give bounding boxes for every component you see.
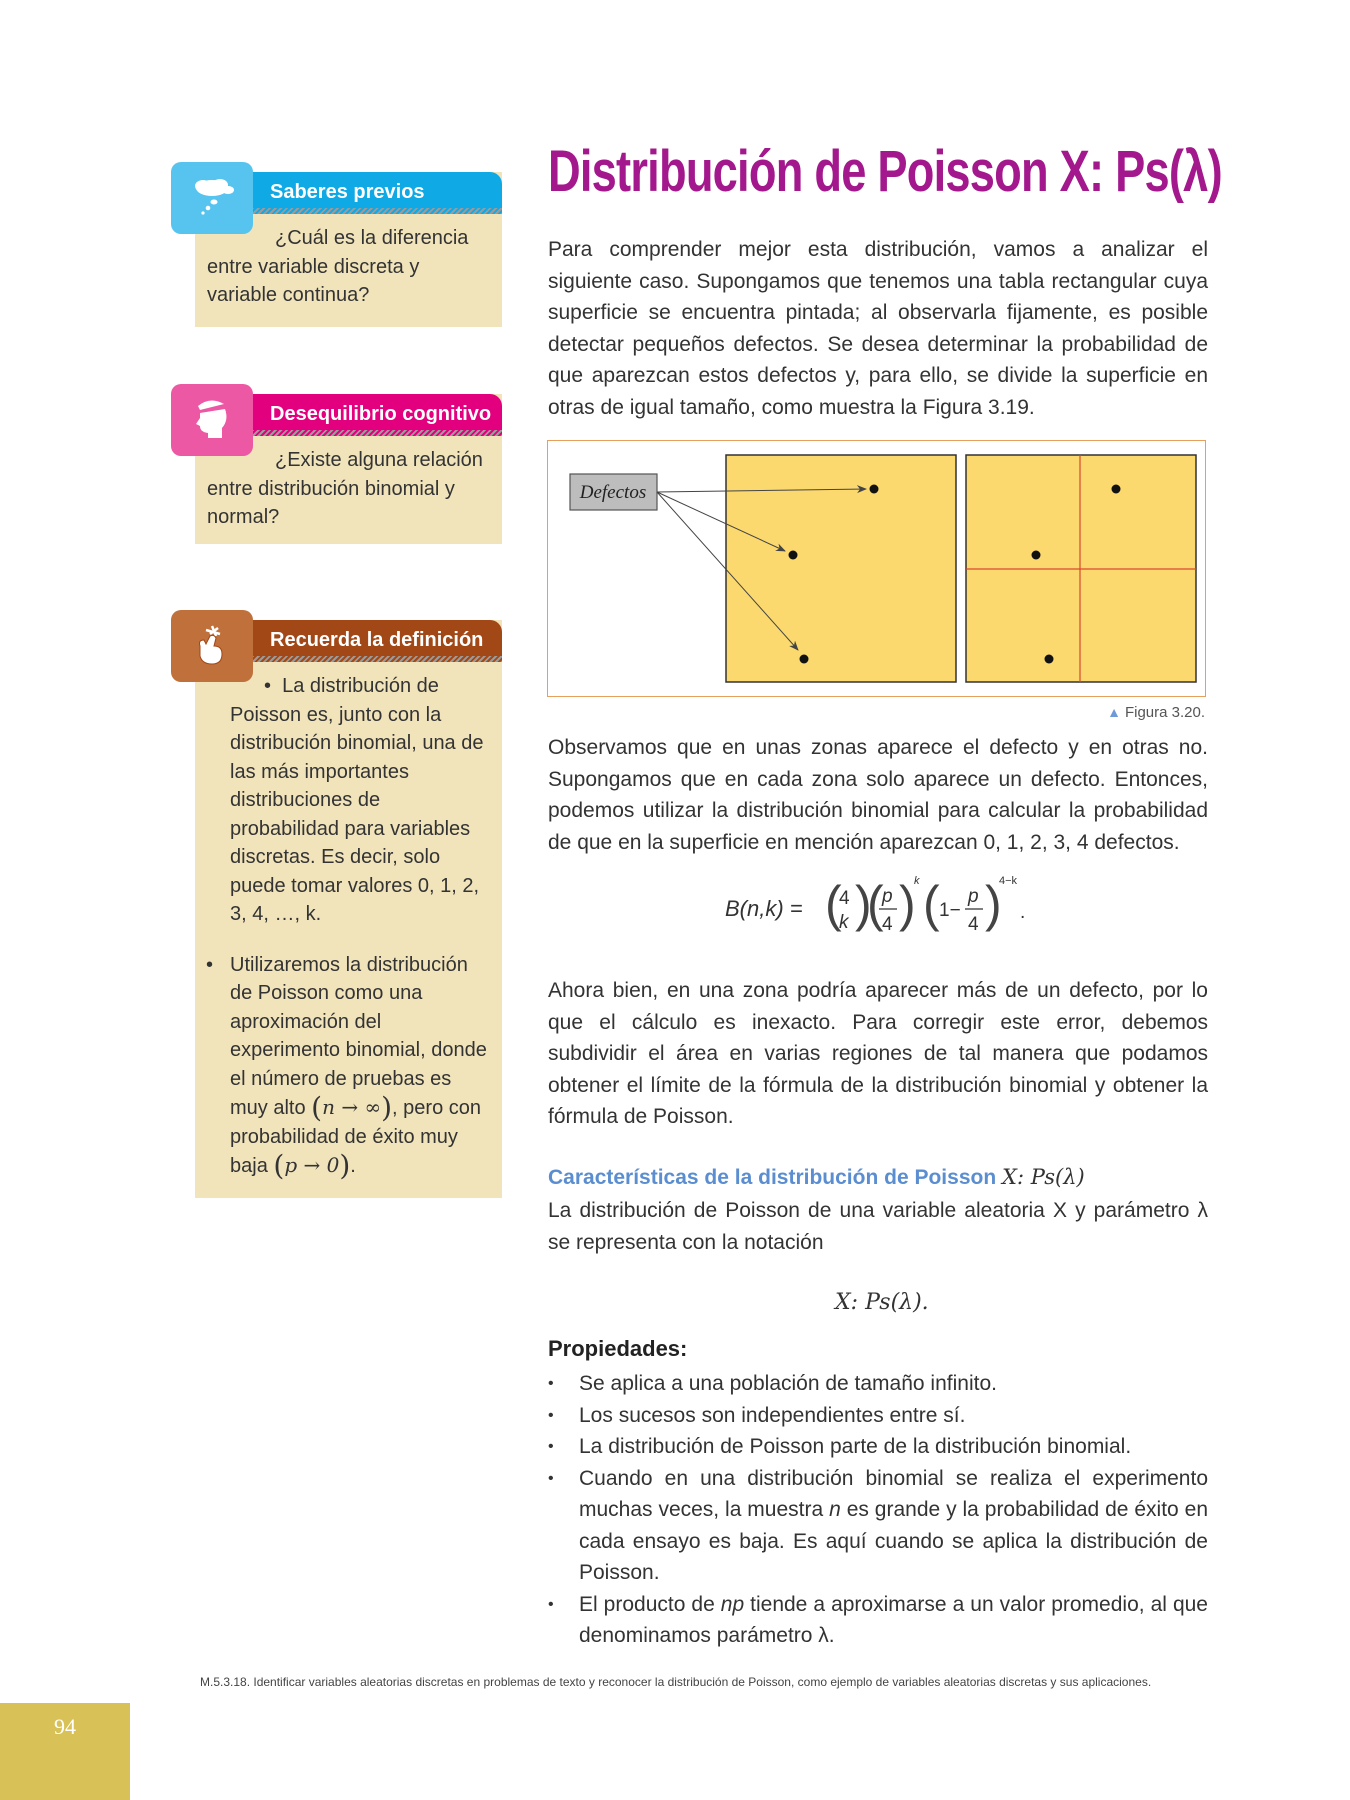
one-minus: 1− <box>939 900 961 921</box>
exponent: 4−k <box>999 875 1018 887</box>
page-number: 94 <box>54 1714 76 1739</box>
intro-paragraph: Para comprender mejor esta distribución, vamos a analizar el siguiente caso. Supongamos que tenemos una tabla rectangular cuya superficie se encuentra pintada; al observarla fijamente, es posible detectar pequeños defectos. Se desea determinar la probabilidad de que aparezcan estos defectos y, para ello, se divide la superficie en otras de igual tamaño, como muestra la Figura 3.19. <box>548 238 1208 419</box>
curriculum-note: M.5.3.18. Identificar variables aleatorias discretas en problemas de texto y reconocer la distribución de Poisson, como ejemplo de variables aleatorias discretas y sus aplicaciones. <box>200 1675 1152 1689</box>
property-item: • Cuando en una distribución binomial se realiza el experimento muchas veces, la muestra n es grande y la probabilidad de éxito en cada ensayo es baja. Es aquí cuando se aplica la distribución de Poisson. <box>548 1463 1208 1589</box>
question-first-line: ¿Existe alguna relación <box>275 449 483 471</box>
paren: ( <box>825 876 842 932</box>
defect-dot <box>870 485 879 494</box>
properties-heading: Propiedades: <box>548 1336 688 1361</box>
property-item: • Se aplica a una población de tamaño infinito. <box>548 1368 1208 1400</box>
limit-p-expression: (p → 0) <box>273 1149 351 1182</box>
exponent: k <box>914 875 920 887</box>
property-item: • Los sucesos son independientes entre sí. <box>548 1400 1208 1432</box>
property-item: • La distribución de Poisson parte de la distribución binomial. <box>548 1431 1208 1463</box>
math-text: p → 0 <box>284 1153 340 1177</box>
paren: ) <box>985 876 1002 932</box>
defect-dot <box>800 655 809 664</box>
section-heading <box>548 1165 1085 1190</box>
defects-diagram <box>548 441 1205 696</box>
binom-top: 4 <box>839 888 850 909</box>
page-title: Distribución de Poisson X: Ps(λ) <box>548 139 1222 204</box>
paren: ( <box>923 876 940 932</box>
binom-bottom: k <box>839 912 849 933</box>
section-heading-text: Características de la distribución de Poisson <box>548 1166 997 1189</box>
paren: ) <box>855 876 872 932</box>
thought-cloud-icon <box>171 162 253 234</box>
formula-lhs: B(n,k) = <box>725 896 803 921</box>
figure-caption <box>1107 704 1205 721</box>
recuerda-definicion-box <box>195 620 502 1198</box>
defect-dot <box>789 551 798 560</box>
open-head-icon <box>171 384 253 456</box>
desequilibrio-cognitivo-box <box>195 394 502 544</box>
definition-bullet <box>230 951 490 1181</box>
saberes-previos-title: Saberes previos <box>270 181 425 203</box>
section-heading-math: X: Ps(λ) <box>1002 1165 1085 1189</box>
bullet-end: . <box>350 1155 356 1177</box>
property-item: • El producto de np tiende a aproximarse a un valor promedio, al que denominamos parámetro λ. <box>548 1589 1208 1652</box>
fraction-denominator: 4 <box>882 914 893 935</box>
bullet-rest: de Poisson es, junto con la distribución binomial, una de las más importantes distribuciones de probabilidad para variables discretas. Es decir, solo puede tomar valores 0, 1, 2, 3, 4, …, k. <box>230 675 484 925</box>
recuerda-title: Recuerda la definición <box>270 629 484 651</box>
caption-text: Figura 3.20. <box>1124 704 1205 721</box>
fraction-denominator: 4 <box>968 914 979 935</box>
question-rest: entre distribución binomial y normal? <box>207 477 455 528</box>
properties-list <box>548 1368 1208 1652</box>
defect-dot <box>1032 551 1041 560</box>
notation-paragraph: La distribución de Poisson de una variable aleatoria X y parámetro λ se representa con la notación <box>548 1199 1208 1254</box>
limit-paragraph: Ahora bien, en una zona podría aparecer más de un defecto, por lo que el cálculo es inexacto. Para corregir este error, debemos subdividir el área en varias regiones de tal manera que podamos obtener el límite de la fórmula de la distribución binomial y obtener la fórmula de Poisson. <box>548 979 1208 1128</box>
defect-dot <box>1045 655 1054 664</box>
notation-formula: X: Ps(λ). <box>835 1290 929 1315</box>
binomial-formula <box>725 872 1045 950</box>
paren: ( <box>867 876 884 932</box>
bullet-first-line: La distribución <box>282 675 412 697</box>
desequilibrio-title: Desequilibrio cognitivo <box>270 403 492 425</box>
fraction-numerator: p <box>882 886 893 907</box>
definition-bullet: • La distribución de Poisson es, junto con la distribución binomial, una de las más importantes distribuciones de probabilidad para variables discretas. Es decir, solo puede tomar valores 0, 1, 2, 3, 4, …, k. <box>230 675 484 925</box>
saberes-previos-box <box>195 172 502 327</box>
bullet-text: , pero con probabilidad de éxito muy baja <box>230 1097 481 1177</box>
triangle-icon: ▲ <box>1107 704 1121 720</box>
question-first-line: ¿Cuál es la diferencia <box>275 227 469 249</box>
math-text: n → ∞ <box>322 1095 382 1119</box>
defects-label: Defectos <box>579 482 647 503</box>
question-rest: entre variable discreta y variable continua? <box>207 255 420 306</box>
defect-dot <box>1112 485 1121 494</box>
paren: ) <box>899 876 916 932</box>
fraction-numerator: p <box>968 886 979 907</box>
defects-figure <box>547 440 1206 697</box>
formula-end: . <box>1020 902 1026 923</box>
bullet-text: Utilizaremos la distribución de Poisson como una aproximación del experimento binomial, donde el número de pruebas es muy alto <box>230 953 487 1119</box>
recuerda-body <box>195 662 502 1191</box>
limit-n-expression: (n → ∞) <box>311 1091 393 1124</box>
binomial-paragraph: Observamos que en unas zonas aparece el defecto y en otras no. Supongamos que en cada zona solo aparece un defecto. Entonces, podemos utilizar la distribución binomial para calcular la probabilidad de que en la superficie en mención aparezcan 0, 1, 2, 3, 4 defectos. <box>548 736 1208 854</box>
